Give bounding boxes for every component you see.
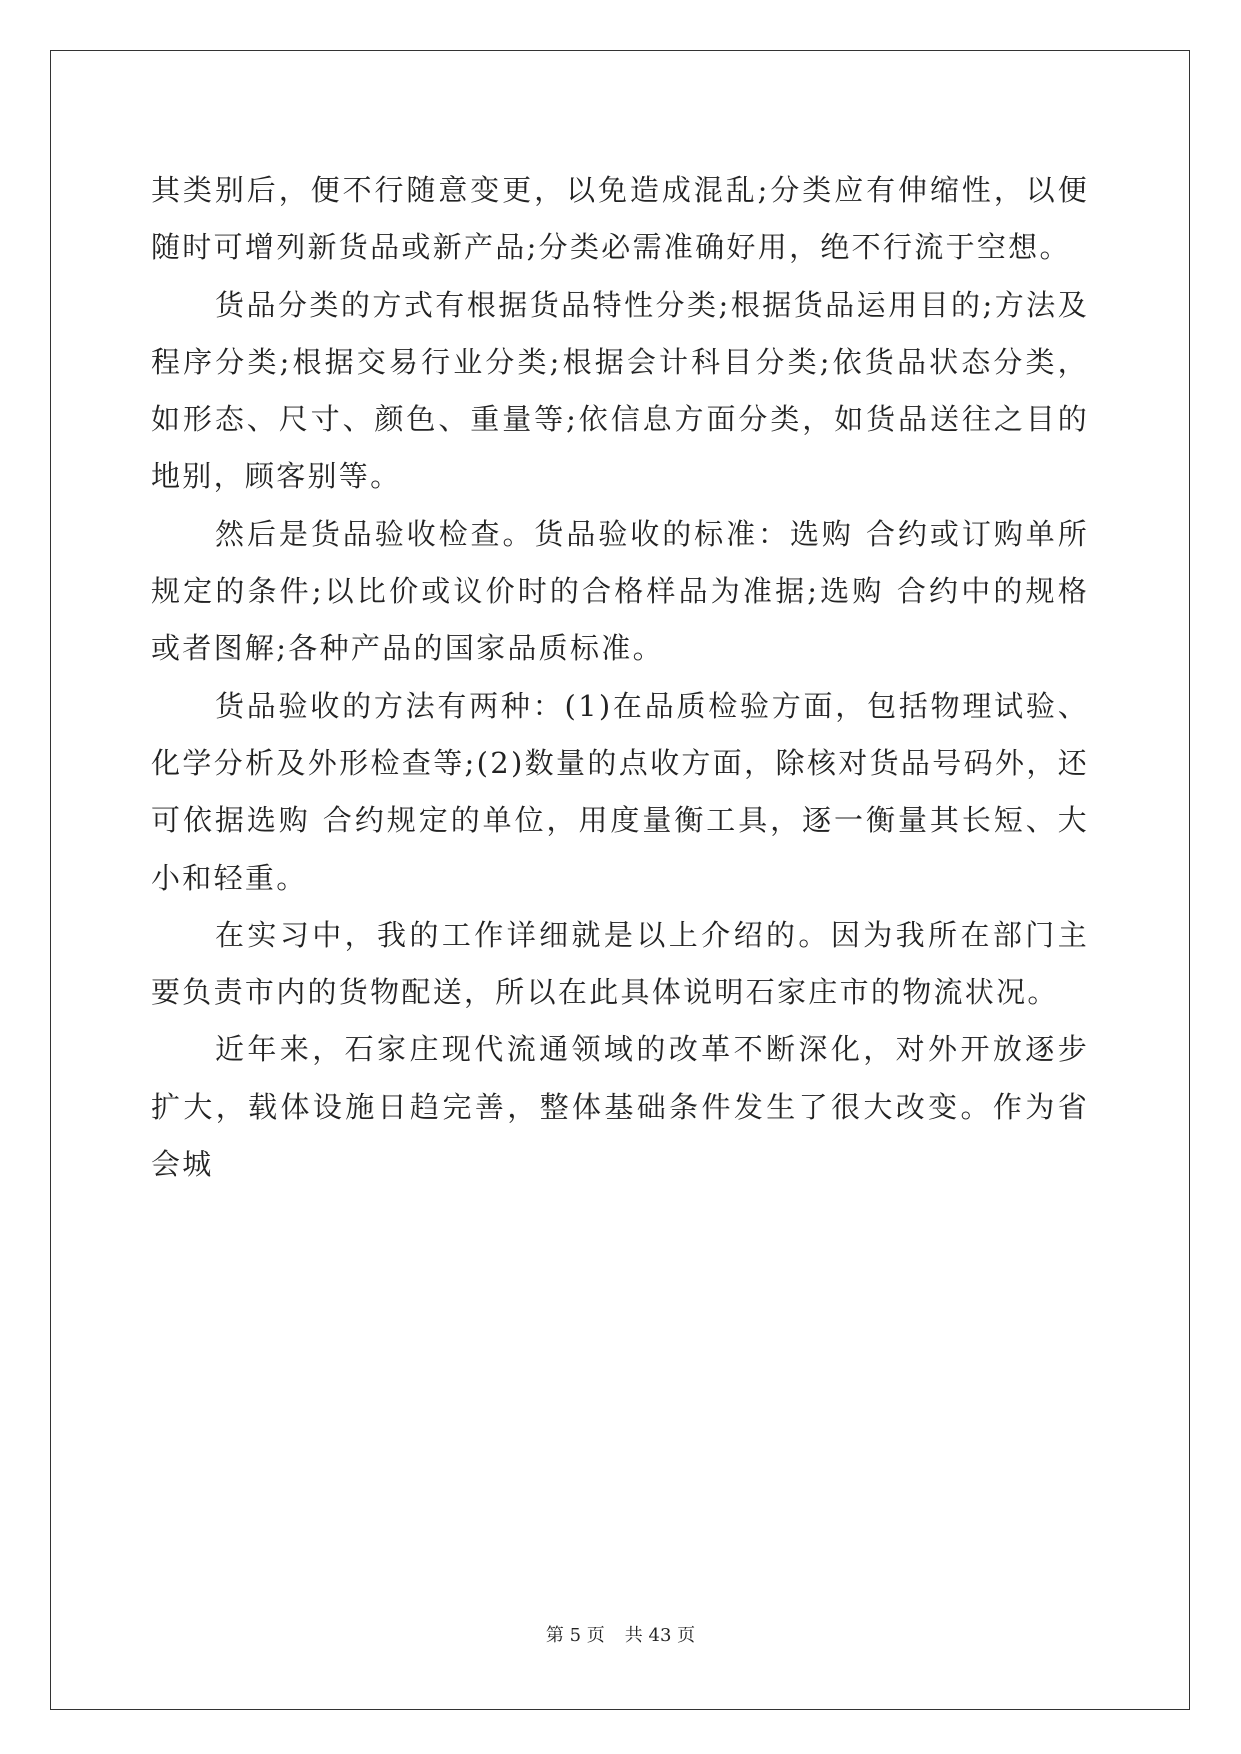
page-total: 共 43 页	[624, 1625, 696, 1646]
paragraph-2: 货品分类的方式有根据货品特性分类;根据货品运用目的;方法及程序分类;根据交易行业分类;根据会计科目分类;依货品状态分类，如形态、尺寸、颜色、重量等;依信息方面分类，如货品送往之目的地别，顾客别等。	[151, 287, 1089, 494]
paragraph-3: 然后是货品验收检查。货品验收的标准：选购 合约或订购单所规定的条件;以比价或议价时的合格样品为准据;选购 合约中的规格或者图解;各种产品的国家品质标准。	[151, 516, 1089, 666]
page-number: 第 5 页	[545, 1625, 605, 1646]
document-body	[151, 162, 1089, 1193]
paragraph-1: 其类别后，便不行随意变更，以免造成混乱;分类应有伸缩性，以便随时可增列新货品或新产品;分类必需准确好用，绝不行流于空想。	[151, 173, 1089, 265]
paragraph-6: 近年来，石家庄现代流通领域的改革不断深化，对外开放逐步扩大，载体设施日趋完善，整体基础条件发生了很大改变。作为省会城	[151, 1032, 1089, 1182]
paragraph-5: 在实习中，我的工作详细就是以上介绍的。因为我所在部门主要负责市内的货物配送，所以在此具体说明石家庄市的物流状况。	[151, 917, 1089, 1010]
page-footer	[0, 1624, 1241, 1648]
paragraph-4: 货品验收的方法有两种：(1)在品质检验方面，包括物理试验、化学分析及外形检查等;(2)数量的点收方面，除核对货品号码外，还可依据选购 合约规定的单位，用度量衡工具，逐一衡量其长短、大小和轻重。	[151, 688, 1089, 895]
